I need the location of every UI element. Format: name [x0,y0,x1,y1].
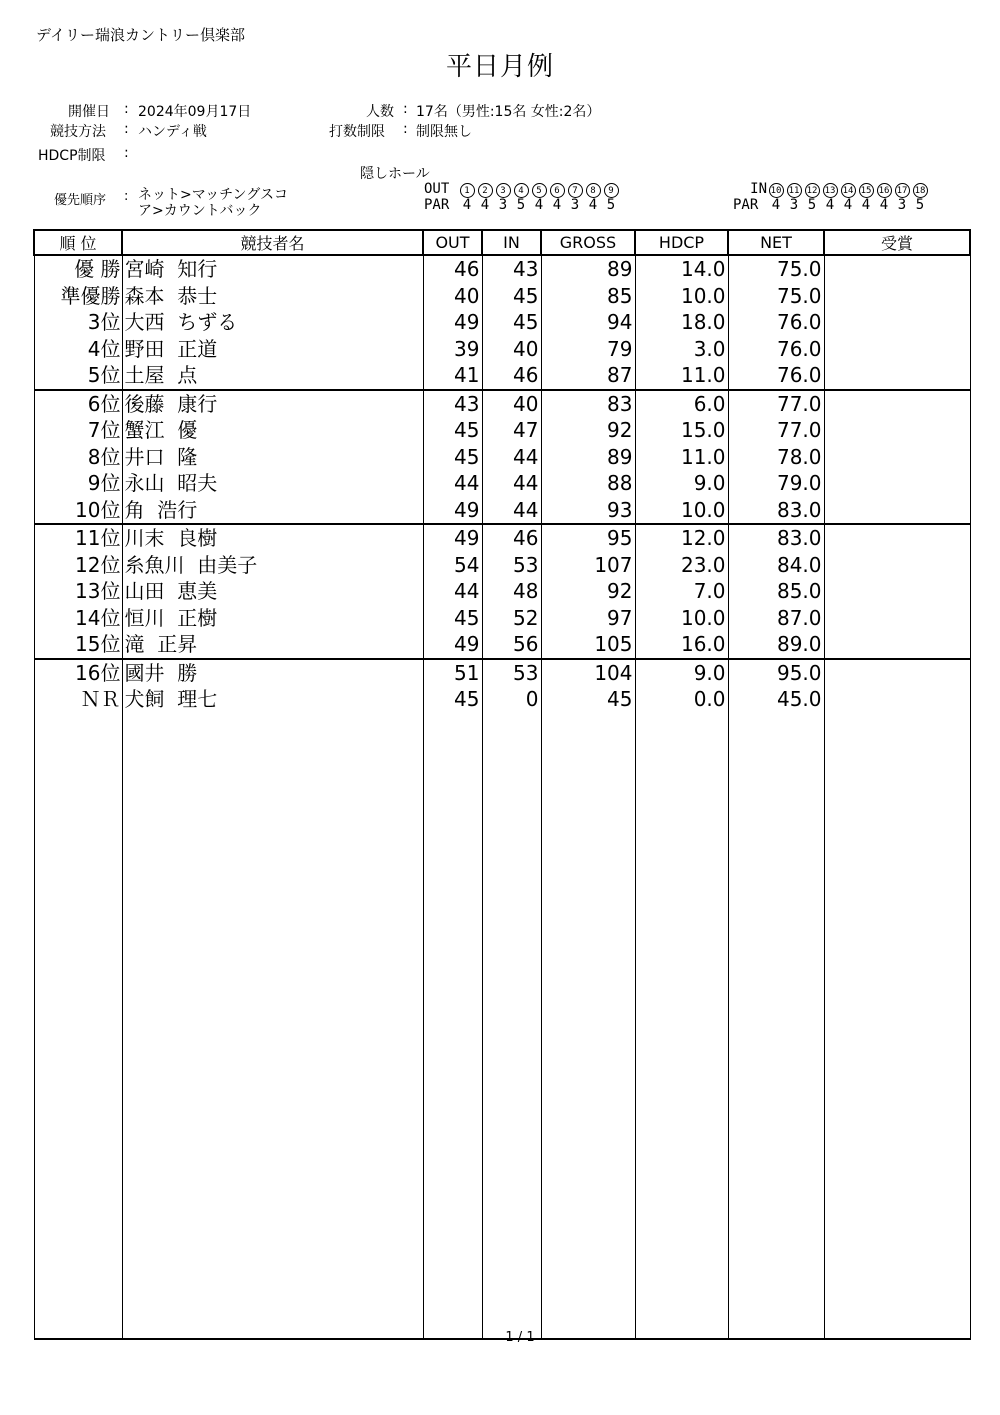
in-score-cell: 44 [482,470,541,497]
table-row [34,631,970,659]
col-header-net: NET [728,230,824,255]
par-value: 4 [462,197,472,213]
par-value: 4 [825,197,835,213]
hole-number-circle: 13 [823,183,838,198]
net-score-cell: 76.0 [728,309,824,336]
out-score-cell: 49 [423,631,482,659]
out-score-cell: 46 [423,255,482,283]
hole-number-circle: 2 [478,183,493,198]
table-row [34,686,970,713]
hdcp-cell: 3.0 [635,336,728,363]
award-cell [824,283,970,310]
hdcp-cell: 18.0 [635,309,728,336]
table-row [34,524,970,552]
results-table [33,229,971,1340]
hidden-holes-in [733,181,929,213]
par-value: 4 [552,197,562,213]
par-label: PAR [424,197,450,213]
player-name-cell: 糸魚川 由美子 [122,552,423,579]
out-score-cell: 49 [423,309,482,336]
net-score-cell: 83.0 [728,497,824,525]
in-par-row [733,197,929,213]
participants-value: 17名（男性:15名 女性:2名） [416,104,601,120]
gross-score-cell: 88 [541,470,635,497]
hdcp-cell: 16.0 [635,631,728,659]
hidden-holes-label: 隠しホール [360,166,430,182]
player-name-cell: 國井 勝 [122,659,423,687]
col-header-name: 競技者名 [122,230,423,255]
net-score-cell: 83.0 [728,524,824,552]
rank-cell: 10位 [34,497,122,525]
net-score-cell: 85.0 [728,578,824,605]
par-value: 3 [570,197,580,213]
in-score-cell: 44 [482,497,541,525]
rank-cell: 5位 [34,362,122,390]
table-filler-row [34,713,970,1340]
out-score-cell: 45 [423,686,482,713]
net-score-cell: 45.0 [728,686,824,713]
colon: : [403,121,408,137]
table-row [34,417,970,444]
priority-line-2: ア>カウントバック [138,203,262,219]
net-score-cell: 77.0 [728,417,824,444]
player-name-cell: 山田 恵美 [122,578,423,605]
empty-cell [635,713,728,1340]
out-score-cell: 49 [423,524,482,552]
rank-cell: 3位 [34,309,122,336]
table-row [34,605,970,632]
in-score-cell: 45 [482,283,541,310]
colon: : [124,189,129,204]
out-score-cell: 40 [423,283,482,310]
award-cell [824,309,970,336]
col-header-award: 受賞 [824,230,970,255]
rank-cell: 準優勝 [34,283,122,310]
net-score-cell: 75.0 [728,255,824,283]
rank-cell: 7位 [34,417,122,444]
hdcp-cell: 9.0 [635,470,728,497]
player-name-cell: 滝 正昇 [122,631,423,659]
in-score-cell: 46 [482,362,541,390]
table-header-row [34,230,970,255]
hole-number-circle: 17 [895,183,910,198]
player-name-cell: 永山 昭夫 [122,470,423,497]
table-row [34,552,970,579]
colon: : [124,101,129,117]
out-score-cell: 45 [423,605,482,632]
in-score-cell: 53 [482,552,541,579]
in-score-cell: 52 [482,605,541,632]
hdcp-cell: 11.0 [635,444,728,471]
net-score-cell: 95.0 [728,659,824,687]
empty-cell [423,713,482,1340]
in-score-cell: 53 [482,659,541,687]
out-score-cell: 44 [423,578,482,605]
table-row [34,336,970,363]
net-score-cell: 79.0 [728,470,824,497]
empty-cell [34,713,122,1340]
table-row [34,309,970,336]
gross-score-cell: 92 [541,417,635,444]
page-number: 1 / 1 [505,1330,535,1345]
rank-cell: 6位 [34,390,122,418]
award-cell [824,524,970,552]
hdcp-cell: 10.0 [635,605,728,632]
par-value: 5 [516,197,526,213]
hdcp-cell: 15.0 [635,417,728,444]
net-score-cell: 77.0 [728,390,824,418]
table-row [34,255,970,283]
rank-cell: 優 勝 [34,255,122,283]
award-cell [824,470,970,497]
award-cell [824,444,970,471]
player-name-cell: 土屋 点 [122,362,423,390]
rank-cell: 11位 [34,524,122,552]
col-header-hdcp: HDCP [635,230,728,255]
gross-score-cell: 93 [541,497,635,525]
hdcp-cell: 0.0 [635,686,728,713]
award-cell [824,552,970,579]
out-score-cell: 44 [423,470,482,497]
gross-score-cell: 89 [541,444,635,471]
par-label: PAR [733,197,759,213]
player-name-cell: 宮崎 知行 [122,255,423,283]
out-par-row [424,197,620,213]
hdcp-cell: 10.0 [635,283,728,310]
gross-score-cell: 104 [541,659,635,687]
in-score-cell: 56 [482,631,541,659]
rank-cell: 4位 [34,336,122,363]
rank-cell: 9位 [34,470,122,497]
in-label: IN [750,181,767,197]
results-body [34,255,970,1339]
hidden-holes-out [424,181,620,213]
net-score-cell: 89.0 [728,631,824,659]
award-cell [824,497,970,525]
rank-cell: 8位 [34,444,122,471]
hdcp-cell: 14.0 [635,255,728,283]
hole-number-circle: 16 [877,183,892,198]
hole-number-circle: 18 [913,183,928,198]
par-value: 4 [879,197,889,213]
player-name-cell: 森本 恭士 [122,283,423,310]
par-value: 4 [534,197,544,213]
method-value: ハンディ戦 [138,124,207,140]
hdcp-cell: 6.0 [635,390,728,418]
stroke-limit-value: 制限無し [416,124,472,140]
hole-number-circle: 3 [496,183,511,198]
par-value: 4 [843,197,853,213]
colon: : [403,101,408,117]
out-hole-numbers [458,181,620,198]
table-row [34,444,970,471]
in-score-cell: 48 [482,578,541,605]
rank-cell: 12位 [34,552,122,579]
hole-number-circle: 6 [550,183,565,198]
out-score-cell: 45 [423,417,482,444]
hdcp-cell: 9.0 [635,659,728,687]
participants-label: 人数 [366,104,394,120]
gross-score-cell: 105 [541,631,635,659]
in-score-cell: 40 [482,390,541,418]
player-name-cell: 井口 隆 [122,444,423,471]
par-value: 3 [498,197,508,213]
col-header-in: IN [482,230,541,255]
player-name-cell: 野田 正道 [122,336,423,363]
award-cell [824,255,970,283]
out-score-cell: 54 [423,552,482,579]
table-row [34,470,970,497]
hole-number-circle: 11 [787,183,802,198]
par-value: 4 [771,197,781,213]
gross-score-cell: 85 [541,283,635,310]
award-cell [824,686,970,713]
method-label: 競技方法 [50,124,106,140]
hole-number-circle: 10 [769,183,784,198]
in-score-cell: 0 [482,686,541,713]
award-cell [824,417,970,444]
in-hole-row [733,181,929,197]
date-label: 開催日 [68,104,110,120]
gross-score-cell: 79 [541,336,635,363]
hole-number-circle: 12 [805,183,820,198]
par-value: 4 [861,197,871,213]
gross-score-cell: 92 [541,578,635,605]
hole-number-circle: 7 [568,183,583,198]
gross-score-cell: 95 [541,524,635,552]
rank-cell: 15位 [34,631,122,659]
par-value: 4 [480,197,490,213]
table-row [34,283,970,310]
out-score-cell: 41 [423,362,482,390]
page-title: 平日月例 [445,52,554,82]
in-par-values [767,197,929,213]
award-cell [824,659,970,687]
award-cell [824,336,970,363]
net-score-cell: 76.0 [728,336,824,363]
par-value: 4 [588,197,598,213]
out-score-cell: 39 [423,336,482,363]
player-name-cell: 川末 良樹 [122,524,423,552]
hole-number-circle: 15 [859,183,874,198]
out-par-values [458,197,620,213]
empty-cell [824,713,970,1340]
table-row [34,578,970,605]
gross-score-cell: 87 [541,362,635,390]
player-name-cell: 犬飼 理七 [122,686,423,713]
out-hole-row [424,181,620,197]
gross-score-cell: 83 [541,390,635,418]
out-score-cell: 49 [423,497,482,525]
par-value: 3 [789,197,799,213]
par-value: 5 [915,197,925,213]
empty-cell [122,713,423,1340]
hole-number-circle: 5 [532,183,547,198]
par-value: 3 [897,197,907,213]
hdcp-limit-label: HDCP制限 [38,148,106,164]
col-header-gross: GROSS [541,230,635,255]
hdcp-cell: 12.0 [635,524,728,552]
table-row [34,390,970,418]
player-name-cell: 角 浩行 [122,497,423,525]
gross-score-cell: 94 [541,309,635,336]
player-name-cell: 後藤 康行 [122,390,423,418]
col-header-out: OUT [423,230,482,255]
net-score-cell: 84.0 [728,552,824,579]
player-name-cell: 蟹江 優 [122,417,423,444]
gross-score-cell: 107 [541,552,635,579]
hdcp-cell: 11.0 [635,362,728,390]
par-value: 5 [807,197,817,213]
hole-number-circle: 4 [514,183,529,198]
out-score-cell: 43 [423,390,482,418]
award-cell [824,605,970,632]
par-value: 5 [606,197,616,213]
award-cell [824,578,970,605]
priority-line-1: ネット>マッチングスコ [138,187,289,203]
table-row [34,362,970,390]
gross-score-cell: 89 [541,255,635,283]
net-score-cell: 75.0 [728,283,824,310]
award-cell [824,390,970,418]
in-score-cell: 40 [482,336,541,363]
award-cell [824,362,970,390]
hdcp-cell: 10.0 [635,497,728,525]
net-score-cell: 76.0 [728,362,824,390]
table-row [34,497,970,525]
in-score-cell: 44 [482,444,541,471]
colon: : [124,145,129,161]
gross-score-cell: 45 [541,686,635,713]
hole-number-circle: 8 [586,183,601,198]
col-header-rank: 順 位 [34,230,122,255]
priority-label: 優先順序 [54,193,107,208]
hole-number-circle: 1 [460,183,475,198]
rank-cell: 14位 [34,605,122,632]
empty-cell [482,713,541,1340]
player-name-cell: 恒川 正樹 [122,605,423,632]
club-name: デイリー瑞浪カントリー倶楽部 [36,26,245,44]
award-cell [824,631,970,659]
date-value: 2024年09月17日 [138,104,252,120]
rank-cell: 13位 [34,578,122,605]
in-score-cell: 46 [482,524,541,552]
out-score-cell: 51 [423,659,482,687]
stroke-limit-label: 打数制限 [329,124,385,140]
in-hole-numbers [767,181,929,198]
rank-cell: ＮＲ [34,686,122,713]
net-score-cell: 87.0 [728,605,824,632]
player-name-cell: 大西 ちずる [122,309,423,336]
hdcp-cell: 23.0 [635,552,728,579]
hole-number-circle: 9 [604,183,619,198]
empty-cell [541,713,635,1340]
out-score-cell: 45 [423,444,482,471]
in-score-cell: 43 [482,255,541,283]
hole-number-circle: 14 [841,183,856,198]
in-score-cell: 45 [482,309,541,336]
rank-cell: 16位 [34,659,122,687]
colon: : [124,121,129,137]
hdcp-cell: 7.0 [635,578,728,605]
out-label: OUT [424,181,450,197]
in-score-cell: 47 [482,417,541,444]
empty-cell [728,713,824,1340]
gross-score-cell: 97 [541,605,635,632]
table-row [34,659,970,687]
priority-value [138,187,288,219]
net-score-cell: 78.0 [728,444,824,471]
